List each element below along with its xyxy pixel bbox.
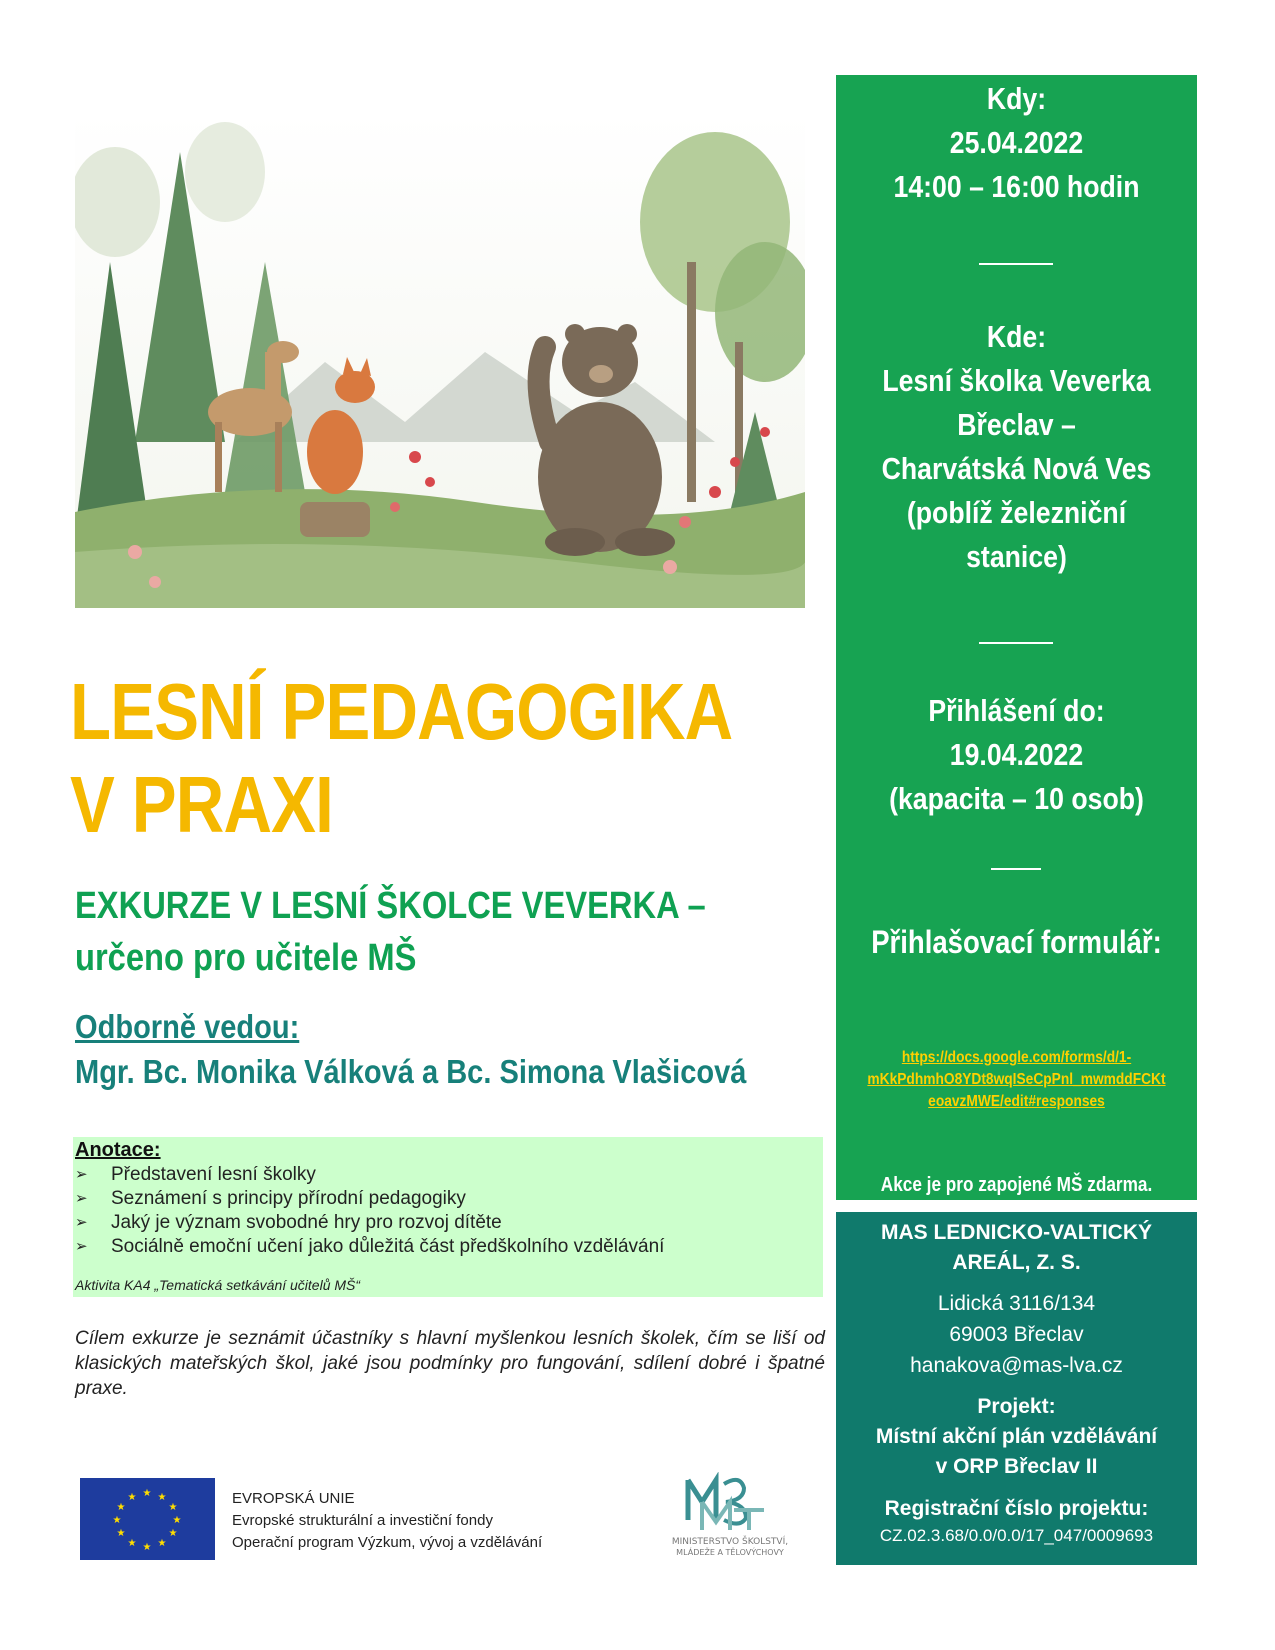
when-label: Kdy: [986,81,1047,116]
annotation-list [73,1163,664,1259]
svg-text:★: ★ [142,1542,152,1553]
where-line: Lesní školka Veverka [882,363,1151,398]
deadline-block [836,689,1197,821]
organizer-panel [836,1212,1197,1565]
arrow-bullet-icon: ➢ [75,1190,88,1207]
annotation-box [73,1137,823,1297]
svg-text:★: ★ [157,1492,167,1503]
svg-text:★: ★ [116,1502,126,1513]
arrow-bullet-icon: ➢ [75,1214,88,1231]
activity-note: Aktivita KA4 „Tematická setkávání učitelů MŠ“ [75,1277,361,1293]
eu-flag-logo [80,1478,215,1560]
svg-text:★: ★ [142,1488,152,1499]
title-line-2: V PRAXI [70,760,333,849]
goal-text: Cílem exkurze je seznámit účastníky s hlavní myšlenkou lesních školek, čím se liší od klasických mateřských škol, jaké jsou podmínky pro fungování, sdílení dobré i špatné praxe. [75,1328,825,1399]
organizer-email[interactable]: hanakova@mas-lva.cz [910,1354,1123,1377]
separator [979,263,1053,265]
project-name: v ORP Břeclav II [935,1455,1098,1478]
event-info-panel [836,75,1197,1200]
organizer-name: AREÁL, Z. S. [952,1251,1081,1274]
free-note: Akce je pro zapojené MŠ zdarma. [880,1174,1153,1196]
deadline-capacity: (kapacita – 10 osob) [889,781,1144,816]
where-label: Kde: [986,319,1047,354]
svg-text:★: ★ [168,1502,178,1513]
subtitle-line-2: určeno pro učitele MŠ [75,937,417,979]
organizer-city: 69003 Břeclav [949,1323,1084,1346]
svg-text:★: ★ [127,1492,137,1503]
title-line-1: LESNÍ PEDAGOGIKA [70,667,733,756]
svg-text:★: ★ [127,1538,137,1549]
lead-names: Mgr. Bc. Monika Válková a Bc. Simona Vlašicová [75,1053,747,1090]
when-time: 14:00 – 16:00 hodin [893,169,1140,204]
registration-block [836,920,1197,964]
svg-text:★: ★ [168,1528,178,1539]
arrow-bullet-icon: ➢ [75,1166,88,1183]
reg-number-label: Registrační číslo projektu: [884,1497,1149,1520]
deadline-label: Přihlášení do: [928,693,1105,728]
eu-funding-text: EVROPSKÁ UNIE Evropské strukturální a investiční fondy Operační program Výzkum, vývoj a vzdělávání [232,1490,543,1551]
where-line: Břeclav – [957,407,1076,442]
lead-label: Odborně vedou: [75,1008,300,1045]
annotation-label: Anotace: [75,1139,161,1161]
page-title [70,665,733,851]
where-block [836,315,1197,579]
list-item: ➢ Seznámení s principy přírodní pedagogiky [75,1188,466,1209]
svg-text:★: ★ [116,1528,126,1539]
svg-text:★: ★ [157,1538,167,1549]
where-line: (poblíž železniční [906,495,1127,530]
registration-form-link[interactable]: https://docs.google.com/forms/d/1- mKkPdhmhO8YDt8wqISeCpPnl_mwmddFCKt eoavzMWE/edit#responses [867,1049,1166,1110]
svg-text:★: ★ [112,1515,122,1526]
organizer-name: MAS LEDNICKO-VALTICKÝ [880,1221,1153,1244]
deadline-date: 19.04.2022 [949,737,1084,772]
subtitle-line-1: EXKURZE V LESNÍ ŠKOLCE VEVERKA – [75,885,706,927]
when-date: 25.04.2022 [949,125,1084,160]
svg-text:★: ★ [172,1515,182,1526]
registration-label: Přihlašovací formulář: [871,924,1162,960]
msmt-name-line1: MINISTERSTVO ŠKOLSTVÍ, [671,1537,789,1547]
reg-number: CZ.02.3.68/0.0/0.0/17_047/0009693 [879,1526,1154,1545]
separator [979,642,1053,644]
msmt-name-line2: MLÁDEŽE A TĚLOVÝCHOVY [676,1548,784,1557]
project-name: Místní akční plán vzdělávání [875,1425,1158,1448]
project-label: Projekt: [977,1395,1056,1418]
where-line: stanice) [966,539,1067,574]
separator [991,868,1041,870]
list-item: ➢ Jaký je význam svobodné hry pro rozvoj dítěte [75,1212,502,1233]
arrow-bullet-icon: ➢ [75,1238,88,1255]
list-item: ➢ Představení lesní školky [75,1164,316,1185]
when-block [836,77,1197,209]
list-item: ➢ Sociálně emoční učení jako důležitá část předškolního vzdělávání [75,1236,665,1257]
where-line: Charvátská Nová Ves [881,451,1152,486]
subtitle [75,880,706,984]
organizer-street: Lidická 3116/134 [937,1292,1096,1315]
forest-animals-illustration [75,112,805,608]
msmt-logo [640,1472,820,1562]
